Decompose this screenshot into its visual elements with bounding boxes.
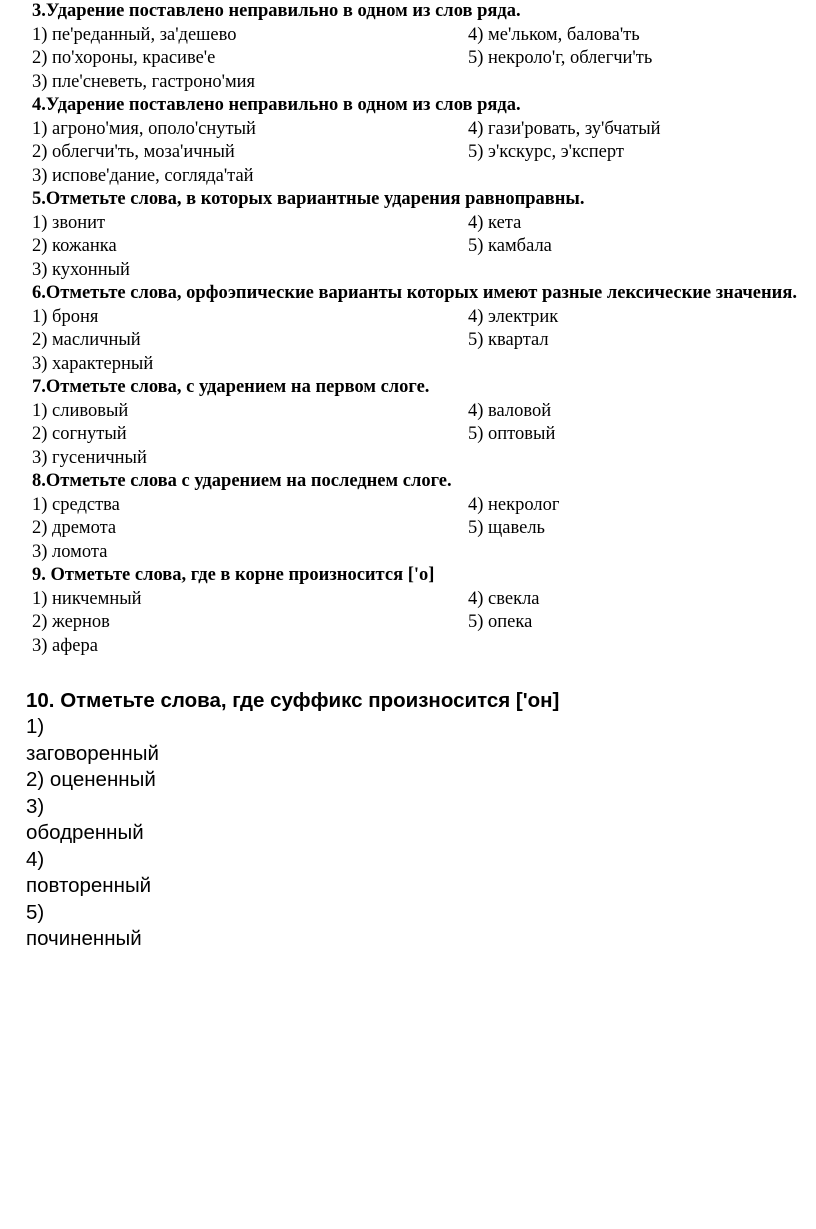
options-row xyxy=(32,306,802,330)
question-block xyxy=(32,564,802,658)
option-item: 3) ломота xyxy=(32,541,108,562)
question-block xyxy=(32,376,802,470)
options-row xyxy=(32,588,802,612)
option-item: 1) никчемный xyxy=(32,588,142,609)
questions-list xyxy=(32,0,802,658)
options-row xyxy=(32,212,802,236)
question-block xyxy=(32,0,802,94)
option-item: 4) валовой xyxy=(468,400,552,421)
question-title: 3.Ударение поставлено неправильно в одном из слов ряда. xyxy=(32,1,521,21)
question-10-options xyxy=(26,714,159,953)
options-row xyxy=(32,423,802,447)
option-item: 3) афера xyxy=(32,635,98,656)
option-item: 2) оцененный xyxy=(26,768,156,791)
option-item: 1) сливовый xyxy=(32,400,129,421)
document-page xyxy=(32,0,802,658)
options-row xyxy=(32,400,802,424)
option-item: 4) ме'льком, балова'ть xyxy=(468,24,640,45)
option-item: 2) кожанка xyxy=(32,236,117,256)
option-item: 4) электрик xyxy=(468,306,559,327)
question-title: 6.Отметьте слова, орфоэпические варианты которых имеют разные лексические значения. xyxy=(32,283,797,303)
option-item: 1) звонит xyxy=(32,212,106,233)
option-item: 5) оптовый xyxy=(468,424,556,444)
question-title: 9. Отметьте слова, где в корне произносится ['о] xyxy=(32,565,435,585)
option-item: 1) броня xyxy=(32,306,99,327)
option-item: 3) характерный xyxy=(32,353,154,374)
option-item: 4) гази'ровать, зу'бчатый xyxy=(468,118,661,139)
options-row xyxy=(32,611,802,635)
option-item: 3) ободренный xyxy=(26,794,144,844)
option-item: 5) квартал xyxy=(468,330,549,350)
option-item: 3) кухонный xyxy=(32,259,130,280)
option-item: 5) э'кскурс, э'ксперт xyxy=(468,142,624,162)
option-item: 1) заговоренный xyxy=(26,715,159,765)
question-block xyxy=(32,282,802,376)
option-item: 1) средства xyxy=(32,494,120,515)
options-row xyxy=(32,517,802,541)
question-title: 7.Отметьте слова, с ударением на первом слоге. xyxy=(32,377,430,397)
option-item: 5) опека xyxy=(468,612,533,632)
options-row xyxy=(32,47,802,71)
question-block xyxy=(32,94,802,188)
option-item: 2) дремота xyxy=(32,518,117,538)
option-item: 1) агроно'мия, ополо'снутый xyxy=(32,118,256,139)
option-item: 3) испове'дание, согляда'тай xyxy=(32,165,254,186)
option-item: 4) повторенный xyxy=(26,847,152,897)
options-row xyxy=(32,494,802,518)
question-block xyxy=(32,470,802,564)
option-item: 5) починенный xyxy=(26,900,142,950)
option-item: 2) жернов xyxy=(32,612,110,632)
options-row xyxy=(32,118,802,142)
question-title: 5.Отметьте слова, в которых вариантные ударения равноправны. xyxy=(32,189,585,209)
option-item: 2) облегчи'ть, моза'ичный xyxy=(32,142,235,162)
option-item: 1) пе'реданный, за'дешево xyxy=(32,24,237,45)
options-row xyxy=(32,329,802,353)
option-item: 2) согнутый xyxy=(32,424,127,444)
question-title: 8.Отметьте слова с ударением на последнем слоге. xyxy=(32,471,452,491)
question-title: 4.Ударение поставлено неправильно в одном из слов ряда. xyxy=(32,95,521,115)
option-item: 4) некролог xyxy=(468,494,560,515)
options-row xyxy=(32,235,802,259)
option-item: 4) кета xyxy=(468,212,522,233)
option-item: 3) гусеничный xyxy=(32,447,147,468)
question-block xyxy=(32,188,802,282)
options-row xyxy=(32,24,802,48)
option-item: 5) камбала xyxy=(468,236,552,256)
option-item: 5) некроло'г, облегчи'ть xyxy=(468,48,653,68)
option-item: 2) масличный xyxy=(32,330,141,350)
option-item: 3) пле'сневеть, гастроно'мия xyxy=(32,71,256,92)
options-row xyxy=(32,141,802,165)
option-item: 5) щавель xyxy=(468,518,545,538)
option-item: 2) по'хороны, красиве'е xyxy=(32,48,216,68)
question-10-title: 10. Отметьте слова, где суффикс произносится ['он] xyxy=(26,689,560,712)
option-item: 4) свекла xyxy=(468,588,540,609)
